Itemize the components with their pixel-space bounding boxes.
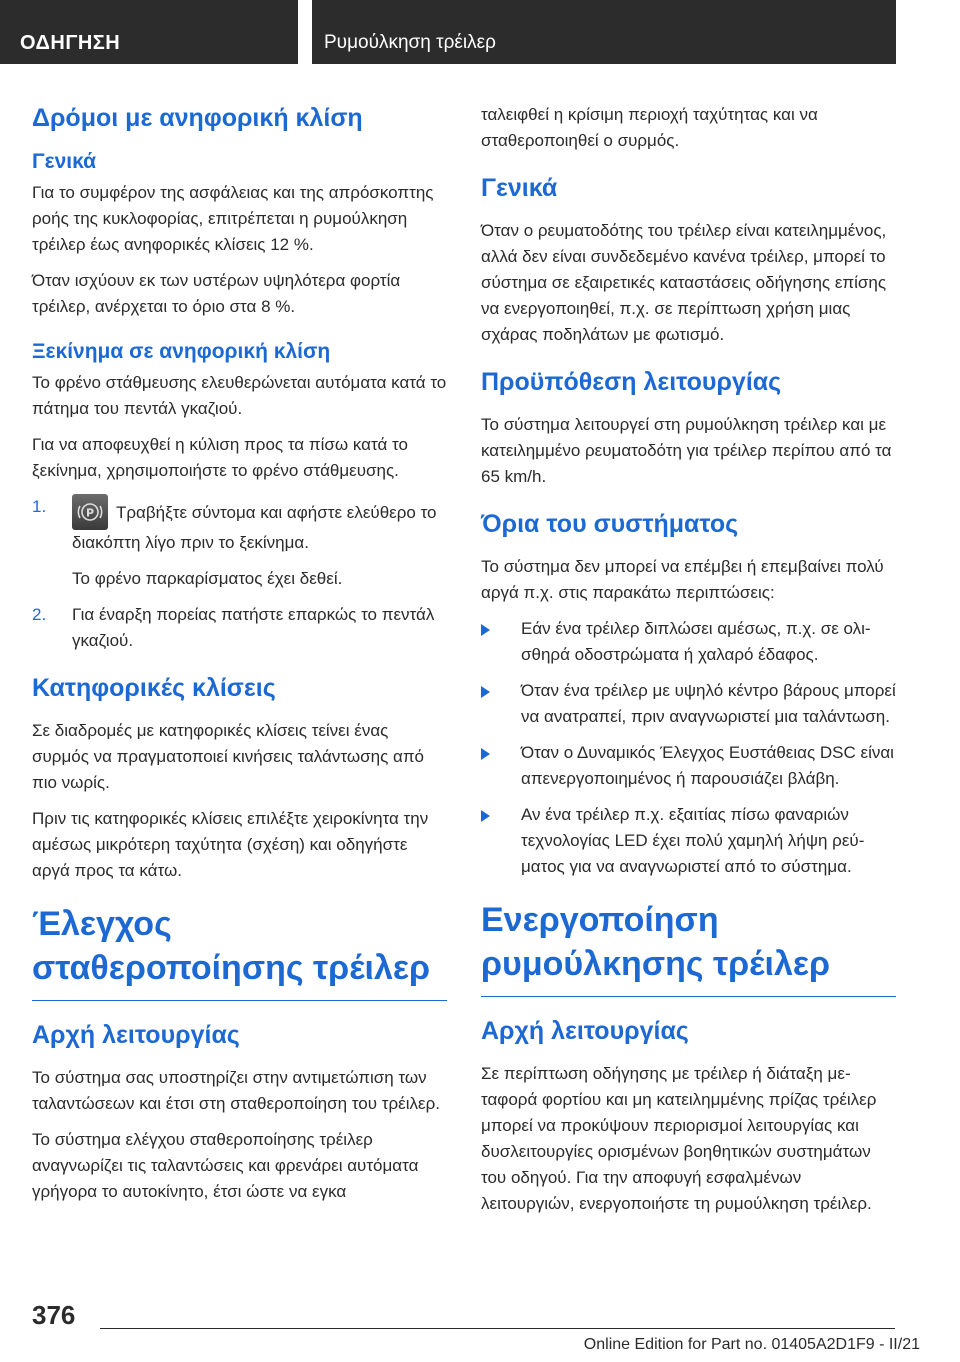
step-number: 2. [32,605,47,624]
heading-downhill-slopes: Κατηφορικές κλίσεις [32,674,276,702]
step-text: Για έναρξη πορείας πατήστε επαρκώς το πεντάλ γκαζιού. [72,605,435,650]
heading-system-limits: Όρια του συστήματος [481,510,739,538]
page-header [0,0,960,64]
heading-hill-start: Ξεκίνημα σε ανηφορική κλίση [32,340,331,363]
triangle-bullet-icon [481,748,490,760]
step-text: Τραβήξτε σύντομα και αφήστε ελεύθερο το διακόπτη λίγο πριν το ξεκίνημα. [72,503,437,552]
heading-downhill-roads: Δρόμοι με ανηφορική κλίση [32,104,363,132]
paragraph: Σε διαδρομές με κατηφορικές κλίσεις τείνει ένας συρμός να πραγματοποιεί κινήσεις ταλάντωσης από πιο νωρίς. [32,721,425,792]
list-item: Εάν ένα τρέιλερ διπλώσει αμέσως, π.χ. σε ολισθηρά οδοστρώματα ή χαλαρό έδαφος. [481,616,896,668]
heading-trailer-stability-control: Έλεγχος σταθεροποίησης τρέιλερ [32,902,447,1001]
triangle-bullet-icon [481,686,490,698]
heading-general: Γενικά [481,174,558,202]
paragraph: ταλειφθεί η κρίσιμη περιοχή ταχύτητας και να σταθεροποιηθεί ο συρμός. [481,105,818,150]
svg-text:P: P [85,506,95,520]
paragraph: Για το συμφέρον της ασφάλειας και της απρόσκοπτης ροής της κυκλοφορίας, επιτρέπεται η ρυμούλκηση τρέιλερ έως ανηφορικές κλίσεις 12 %. [32,183,434,254]
paragraph: Για να αποφευχθεί η κύλιση προς τα πίσω κατά το ξεκίνημα, χρησιμοποιήστε το φρένο στάθμευσης. [32,435,408,480]
paragraph: Το φρένο στάθμευσης ελευθερώνεται αυτόματα κατά το πάτημα του πεντάλ γκαζιού. [32,373,447,418]
steps-list [32,494,447,654]
footer-divider [100,1328,895,1329]
list-item: Όταν ο Δυναμικός Έλεγχος Ευστάθειας DSC είναι απενεργοποιημένος ή παρουσιάζει βλάβη. [481,740,896,792]
paragraph: Το σύστημα ελέγχου σταθεροποίησης τρέιλερ αναγνωρίζει τις ταλαντώσεις και φρενάρει αυτόματα γρήγορα το αυτοκίνητο, έτσι ώστε να εγκα [32,1130,419,1201]
triangle-bullet-icon [481,810,490,822]
right-column [481,102,896,1227]
list-item: Όταν ένα τρέιλερ με υψηλό κέντρο βάρους μπορεί να ανατραπεί, πριν αναγνωριστεί μια ταλάντωση. [481,678,896,730]
paragraph: Το σύστημα σας υποστηρίζει στην αντιμετώπιση των ταλαντώσεων και έτσι στη σταθεροποίηση του τρέιλερ. [32,1068,440,1113]
heading-prerequisite: Προϋπόθεση λειτουργίας [481,368,782,396]
heading-general: Γενικά [32,150,97,173]
page-footer [0,1296,960,1362]
triangle-bullet-icon [481,624,490,636]
step-note: Το φρένο παρκαρίσματος έχει δεθεί. [72,569,343,588]
list-item [32,494,447,556]
paragraph: Σε περίπτωση οδήγησης με τρέιλερ ή διάταξη μεταφορά φορτίου και μη κατειλημμένης πρίζας τρέιλερ μπορεί να προκύψουν περιορισμοί λειτουργίας και δυσλειτουργίες ορισμένων βοηθητικών συστημάτων του οδηγού. Για την αποφυγή εσφαλμένων λειτουργιών, ενεργοποιήστε τη ρυμούλκηση τρέιλερ. [481,1064,877,1213]
page-number: 376 [32,1300,76,1330]
edition-text: Online Edition for Part no. 01405A2D1F9 - II/21 [583,1336,920,1353]
paragraph: Όταν ο ρευματοδότης του τρέιλερ είναι κατειλημμένος, αλλά δεν είναι συνδεδεμένο κανένα τρέιλερ, μπορεί το σύστημα σε εξαιρετικές καταστάσεις οδήγησης επίσης να ενεργοποιηθεί, π.χ. σε περίπτωση χρήση μιας σχάρας ποδηλάτων με φωτισμό. [481,221,887,344]
list-item-note [32,566,447,592]
paragraph: Το σύστημα δεν μπορεί να επέμβει ή επεμβαίνει πολύ αργά π.χ. στις παρακάτω περιπτώσεις: [481,557,884,602]
heading-principle: Αρχή λειτουργίας [32,1021,240,1049]
list-item [32,602,447,654]
list-item: Αν ένα τρέιλερ π.χ. εξαιτίας πίσω φαναριών τεχνολογίας LED έχει πολύ χαμηλή λήψη ρεύματος για να αναγνωριστεί από το σύστημα. [481,802,896,880]
paragraph: Πριν τις κατηφορικές κλίσεις επιλέξτε χειροκίνητα την αμέσως μικρότερη ταχύτητα (σχέση) και οδηγήστε αργά προς τα κάτω. [32,809,429,880]
step-number: 1. [32,497,47,516]
chapter-title: Ρυμούλκηση τρέιλερ [312,0,896,64]
section-tab[interactable]: ΟΔΗΓΗΣΗ [0,0,298,64]
bullet-list [481,616,896,880]
paragraph: Όταν ισχύουν εκ των υστέρων υψηλότερα φορτία τρέιλερ, ανέρχεται το όριο στα 8 %. [32,271,401,316]
left-column [32,102,447,1215]
heading-activate-trailer-towing: Ενεργοποίηση ρυμούλκησης τρέιλερ [481,898,896,997]
paragraph: Το σύστημα λειτουργεί στη ρυμούλκηση τρέιλερ και με κατειλημμένο ρευματοδότη για τρέιλερ περίπου από τα 65 km/h. [481,415,892,486]
parking-brake-icon [72,494,108,530]
heading-principle: Αρχή λειτουργίας [481,1017,689,1045]
